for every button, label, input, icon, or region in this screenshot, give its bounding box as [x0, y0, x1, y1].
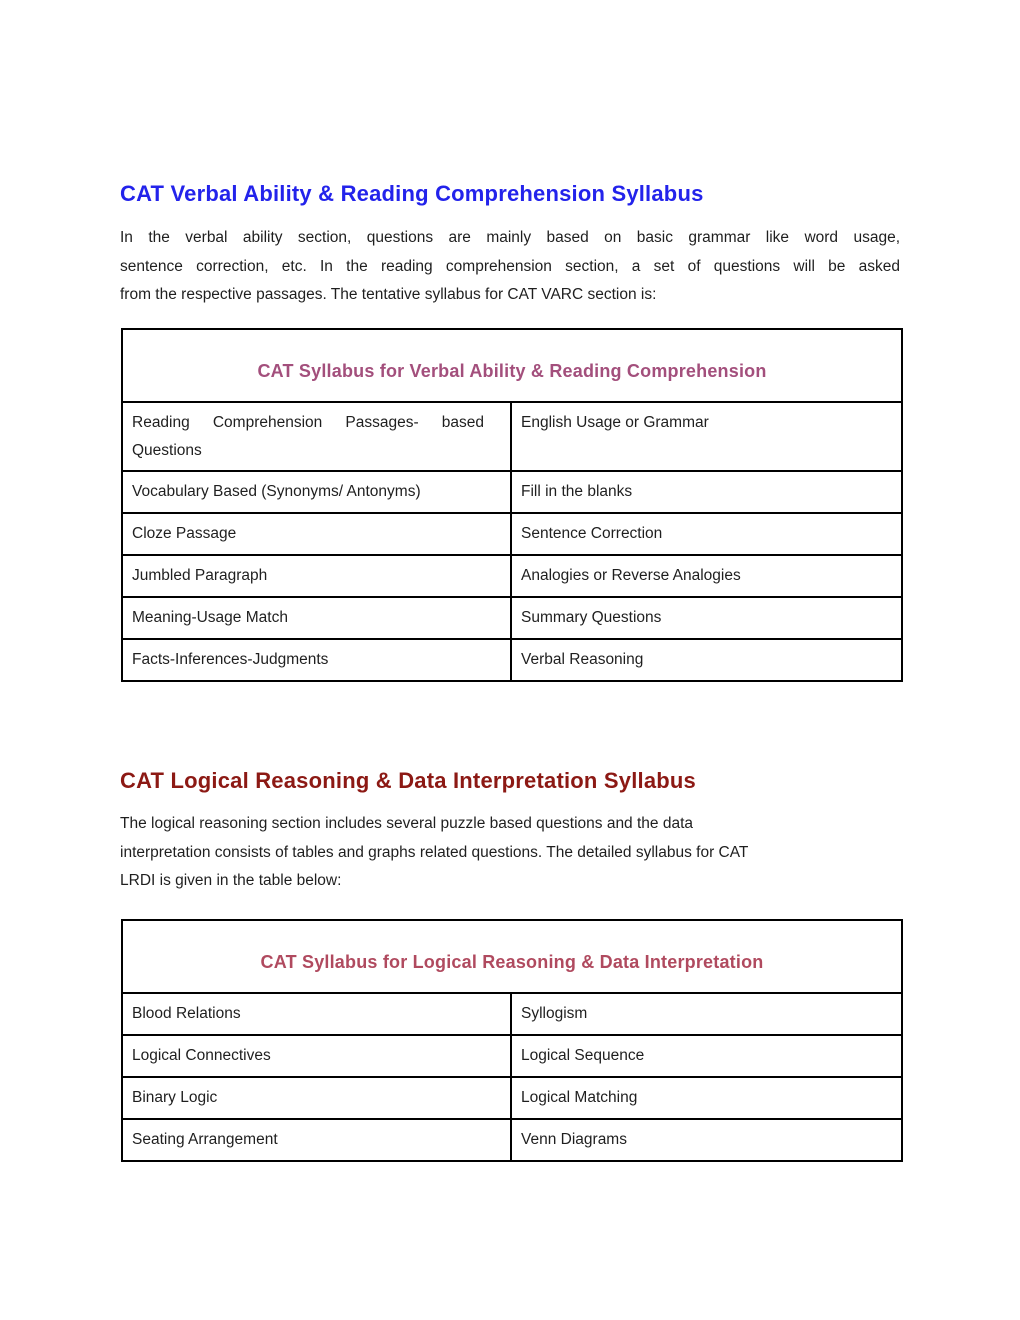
varc-intro-line: sentence correction, etc. In the reading comprehension section, a set of questions will be asked: [120, 257, 900, 275]
table-cell: English Usage or Grammar: [511, 402, 902, 471]
table-title-row: [122, 920, 902, 993]
table-cell: Jumbled Paragraph: [122, 555, 511, 597]
table-cell: Analogies or Reverse Analogies: [511, 555, 902, 597]
table-cell: Binary Logic: [122, 1077, 511, 1119]
table-row: [122, 1119, 902, 1161]
table-cell: Blood Relations: [122, 993, 511, 1035]
table-cell: Reading Comprehension Passages- based Questions: [122, 402, 511, 471]
table-cell: Seating Arrangement: [122, 1119, 511, 1161]
table-row: [122, 639, 902, 681]
table-cell: Summary Questions: [511, 597, 902, 639]
table-cell: Logical Connectives: [122, 1035, 511, 1077]
lrdi-syllabus-table: [121, 919, 903, 1162]
table-cell: Sentence Correction: [511, 513, 902, 555]
table-cell: Logical Sequence: [511, 1035, 902, 1077]
varc-section-heading: CAT Verbal Ability & Reading Comprehension Syllabus: [120, 181, 704, 206]
table-row: [122, 993, 902, 1035]
lrdi-section-heading: CAT Logical Reasoning & Data Interpretation Syllabus: [120, 768, 696, 793]
table-row: [122, 471, 902, 513]
lrdi-intro-line: The logical reasoning section includes several puzzle based questions and the data: [120, 815, 694, 832]
table-cell: Logical Matching: [511, 1077, 902, 1119]
table-cell: Facts-Inferences-Judgments: [122, 639, 511, 681]
varc-syllabus-table: [121, 328, 903, 682]
table-cell: Verbal Reasoning: [511, 639, 902, 681]
table-cell: Fill in the blanks: [511, 471, 902, 513]
varc-table-title: CAT Syllabus for Verbal Ability & Reading Comprehension: [122, 329, 902, 402]
table-cell: Venn Diagrams: [511, 1119, 902, 1161]
table-row: [122, 402, 902, 471]
table-title-row: [122, 329, 902, 402]
table-row: [122, 597, 902, 639]
varc-intro-paragraph: [120, 224, 900, 310]
table-cell: Syllogism: [511, 993, 902, 1035]
table-cell: Meaning-Usage Match: [122, 597, 511, 639]
lrdi-intro-paragraph: [120, 810, 900, 896]
varc-intro-line: In the verbal ability section, questions are mainly based on basic grammar like word usage,: [120, 229, 900, 246]
lrdi-table-title: CAT Syllabus for Logical Reasoning & Data Interpretation: [122, 920, 902, 993]
varc-intro-line: from the respective passages. The tentative syllabus for CAT VARC section is:: [120, 286, 657, 303]
lrdi-intro-line: LRDI is given in the table below:: [120, 872, 342, 889]
table-row: [122, 1035, 902, 1077]
table-row: [122, 1077, 902, 1119]
table-row: [122, 555, 902, 597]
table-cell: Cloze Passage: [122, 513, 511, 555]
lrdi-intro-line: interpretation consists of tables and graphs related questions. The detailed syllabus for CAT: [120, 843, 749, 861]
table-cell: Vocabulary Based (Synonyms/ Antonyms): [122, 471, 511, 513]
table-row: [122, 513, 902, 555]
